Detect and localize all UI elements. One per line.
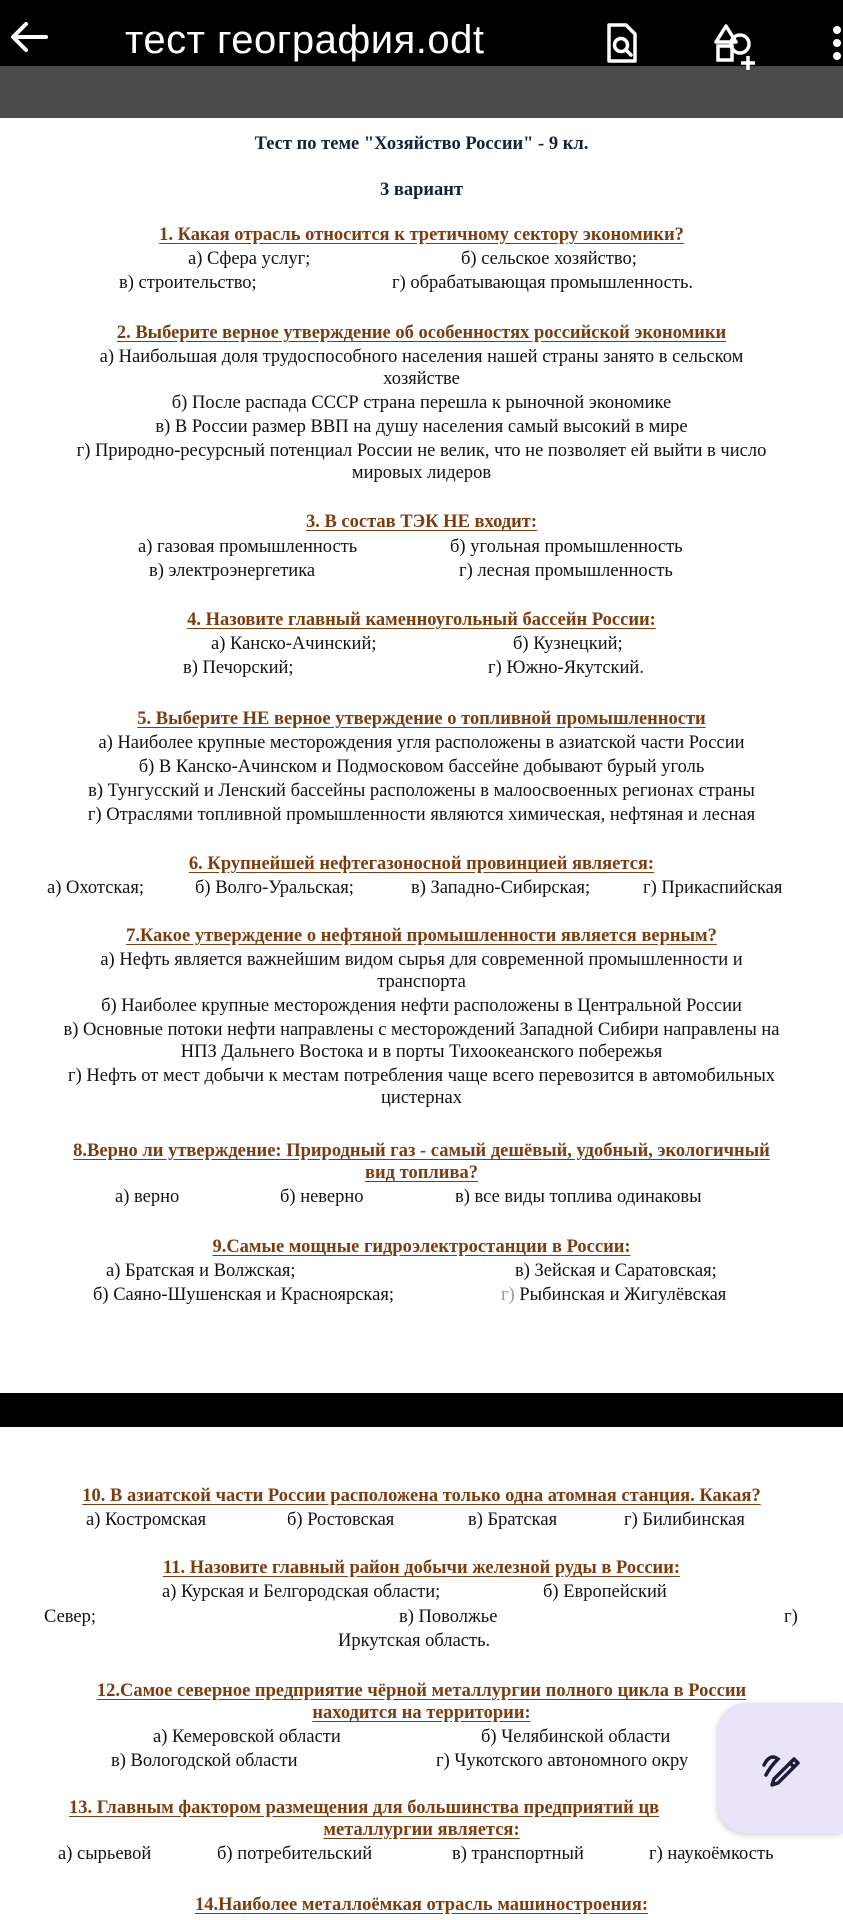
question-4: 4. Назовите главный каменноугольный бассейн России: — [187, 610, 656, 630]
back-arrow-icon[interactable] — [8, 20, 48, 54]
more-vertical-icon[interactable] — [826, 22, 843, 64]
question-1: 1. Какая отрасль относится к третичному сектору экономики? — [159, 225, 684, 245]
answer-10c: в) Братская — [468, 1510, 558, 1530]
answer-5d: г) Отраслями топливной промышленности являются химическая, нефтяная и лесная — [87, 805, 756, 825]
answer-1b: б) сельское хозяйство; — [461, 249, 637, 269]
answer-3c: в) электроэнергетика — [149, 561, 316, 581]
answer-12c: в) Вологодской области — [111, 1751, 298, 1771]
answer-11c: в) Поволжье — [399, 1607, 498, 1627]
answer-11d: г) — [784, 1607, 798, 1627]
answer-11b-cont: Север; — [44, 1607, 97, 1627]
answer-7a-cont: транспорта — [377, 972, 466, 992]
answer-3b: б) угольная промышленность — [450, 537, 683, 557]
answer-4a: а) Канско-Ачинский; — [211, 634, 377, 654]
question-10: 10. В азиатской части России расположена только одна атомная станция. Какая? — [82, 1486, 761, 1506]
answer-8c: в) все виды топлива одинаковы — [455, 1187, 702, 1207]
question-9: 9.Самые мощные гидроэлектростанции в России: — [212, 1237, 631, 1257]
question-2: 2. Выберите верное утверждение об особенностях российской экономики — [116, 323, 727, 343]
answer-12b: б) Челябинской области — [481, 1727, 671, 1747]
question-5: 5. Выберите НЕ верное утверждение о топливной промышленности — [137, 709, 706, 729]
question-13-cont: металлургии является: — [323, 1820, 520, 1840]
question-8-cont: вид топлива? — [365, 1163, 478, 1183]
answer-3a: а) газовая промышленность — [138, 537, 358, 557]
answer-1c: в) строительство; — [119, 273, 257, 293]
answer-1d: г) обрабатывающая промышленность. — [392, 273, 694, 293]
answer-4b: б) Кузнецкий; — [513, 634, 623, 654]
answer-7d: г) Нефть от мест добычи к местам потребления чаще всего перевозится в автомобильных — [68, 1066, 775, 1086]
answer-6a: а) Охотская; — [47, 878, 144, 898]
answer-13a: а) сырьевой — [58, 1844, 152, 1864]
answer-5a: а) Наиболее крупные месторождения угля расположены в азиатской части России — [98, 733, 745, 753]
answer-10d: г) Билибинская — [624, 1510, 745, 1530]
answer-2a-cont: хозяйстве — [383, 369, 460, 389]
answer-2d: г) Природно-ресурсный потенциал России не велик, что не позволяет ей выйти в число — [76, 441, 767, 461]
answer-9a: а) Братская и Волжская; — [106, 1261, 296, 1281]
answer-7a: а) Нефть является важнейшим видом сырья для современной промышленности и — [100, 950, 743, 970]
answer-6b: б) Волго-Уральская; — [195, 878, 354, 898]
question-13: 13. Главным фактором размещения для большинства предприятий цв — [69, 1798, 660, 1818]
add-shapes-icon[interactable] — [710, 22, 760, 70]
question-12: 12.Самое северное предприятие чёрной металлургии полного цикла в России — [96, 1681, 747, 1701]
document-page-2 — [0, 1427, 843, 1920]
question-8: 8.Верно ли утверждение: Природный газ - самый дешёвый, удобный, экологичный — [73, 1141, 770, 1161]
answer-13c: в) транспортный — [452, 1844, 584, 1864]
question-11: 11. Назовите главный район добычи железной руды в России: — [162, 1558, 681, 1578]
answer-11a: а) Курская и Белгородская области; — [162, 1582, 441, 1602]
answer-8a: а) верно — [115, 1187, 180, 1207]
answer-8b: б) неверно — [280, 1187, 364, 1207]
answer-9d — [501, 1284, 726, 1306]
answer-12d: г) Чукотского автономного окру — [436, 1751, 689, 1771]
answer-10a: а) Костромская — [86, 1510, 207, 1530]
answer-12a: а) Кемеровской области — [153, 1727, 341, 1747]
answer-2b: б) После распада СССР страна перешла к рыночной экономике — [171, 393, 672, 413]
answer-9b: б) Саяно-Шушенская и Красноярская; — [93, 1285, 394, 1305]
answer-2a: а) Наибольшая доля трудоспособного населения нашей страны занято в сельском — [99, 347, 744, 367]
answer-5b: б) В Канско-Ачинском и Подмосковом бассейне добывают бурый уголь — [138, 757, 705, 777]
answer-6d: г) Прикаспийская — [643, 878, 783, 898]
question-7: 7.Какое утверждение о нефтяной промышленности является верным? — [126, 926, 717, 946]
answer-2d-cont: мировых лидеров — [351, 463, 492, 483]
answer-13d: г) наукоёмкость — [649, 1844, 774, 1864]
answer-11b: б) Европейский — [543, 1582, 667, 1602]
answer-7b: б) Наиболее крупные месторождения нефти расположены в Центральной России — [101, 996, 742, 1016]
question-12-cont: находится на территории: — [312, 1703, 531, 1723]
page-separator — [0, 1393, 843, 1427]
question-3: 3. В состав ТЭК НЕ входит: — [305, 512, 538, 532]
answer-1a: а) Сфера услуг; — [188, 249, 311, 269]
edit-pen-icon — [760, 1745, 806, 1791]
answer-6c: в) Западно-Сибирская; — [411, 878, 591, 898]
answer-3d: г) лесная промышленность — [459, 561, 673, 581]
answer-7c: в) Основные потоки нефти направлены с месторождений Западной Сибири направлены на — [63, 1020, 780, 1040]
question-14: 14.Наиболее металлоёмкая отрасль машиностроения: — [194, 1895, 648, 1915]
answer-11d-cont: Иркутская область. — [338, 1631, 491, 1651]
edit-fab-button[interactable] — [718, 1703, 843, 1833]
answer-2c: в) В России размер ВВП на душу населения самый высокий в мире — [155, 417, 688, 437]
answer-4c: в) Печорский; — [183, 658, 294, 678]
answer-13b: б) потребительский — [217, 1844, 373, 1864]
document-title: тест география.odt — [125, 18, 485, 62]
answer-9c: в) Зейская и Саратовская; — [515, 1261, 717, 1281]
answer-10b: б) Ростовская — [287, 1510, 395, 1530]
app-bar — [0, 0, 843, 118]
variant-label: 3 вариант — [379, 180, 464, 200]
document-page-1 — [0, 118, 843, 1393]
question-6: 6. Крупнейшей нефтегазоносной провинцией является: — [188, 854, 655, 874]
answer-9d-text: Рыбинская и Жигулёвская — [514, 1285, 727, 1305]
answer-5c: в) Тунгусский и Ленский бассейны расположены в малоосвоенных регионах страны — [88, 781, 755, 801]
answer-4d: г) Южно-Якутский. — [488, 658, 644, 678]
answer-7c-cont: НПЗ Дальнего Востока и в порты Тихоокеанского побережья — [180, 1042, 663, 1062]
test-title: Тест по теме "Хозяйство России" - 9 кл. — [254, 134, 589, 154]
document-search-icon[interactable] — [600, 22, 642, 64]
answer-7d-cont: цистернах — [381, 1088, 462, 1108]
answer-9d-letter: г) — [501, 1285, 515, 1305]
